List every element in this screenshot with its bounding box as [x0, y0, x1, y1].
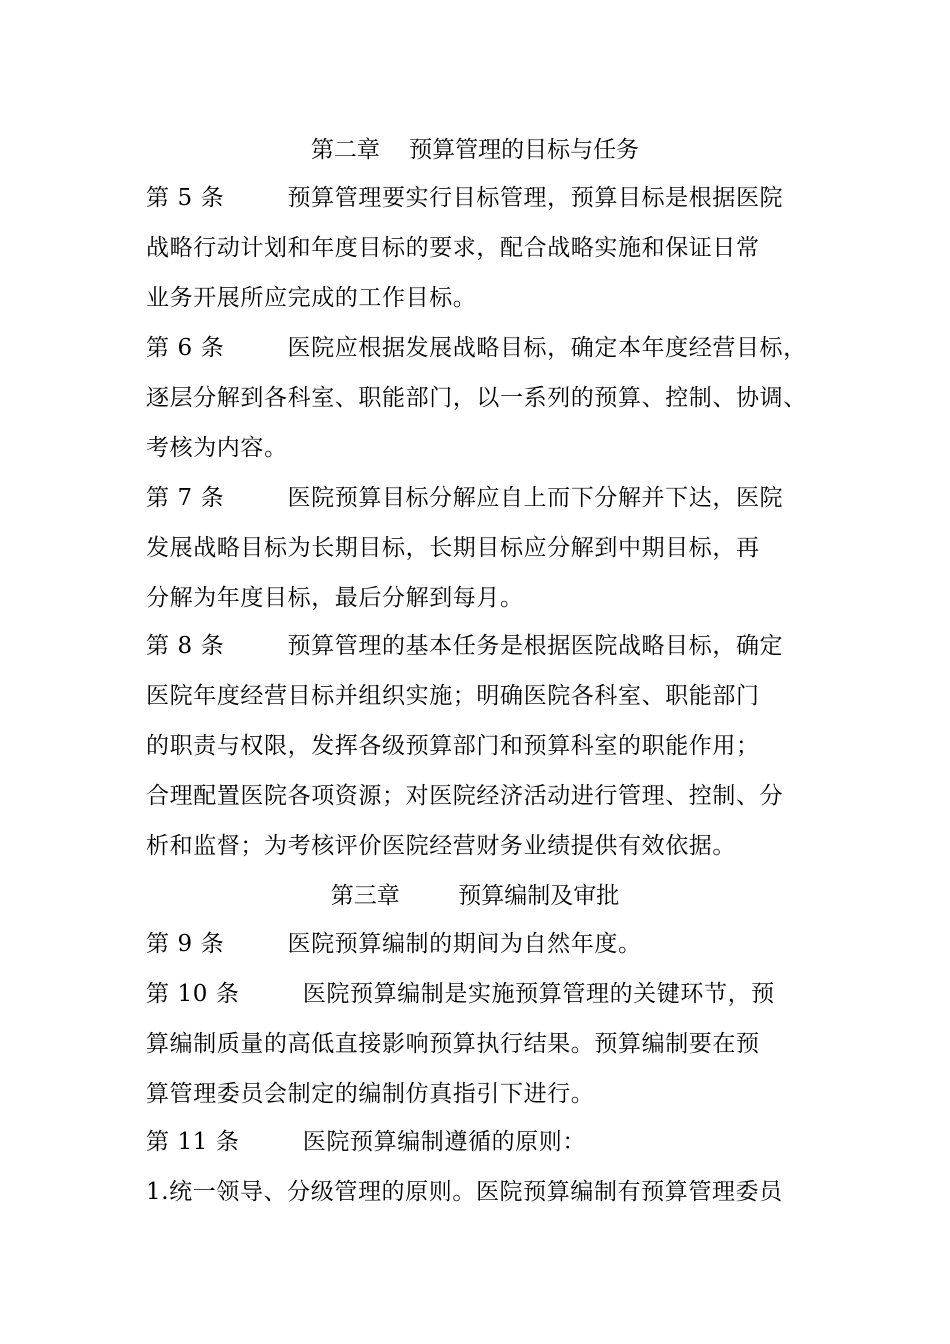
article-10-line-1: 第 10 条 医院预算编制是实施预算管理的关键环节，预 [146, 981, 775, 1007]
article-10-line-3: 算管理委员会制定的编制仿真指引下进行。 [146, 1081, 595, 1107]
chapter-3-heading: 第三章 预算编制及审批 [330, 883, 620, 909]
article-10-line-2: 算编制质量的高低直接影响预算执行结果。预算编制要在预 [146, 1031, 760, 1057]
article-7-line-3: 分解为年度目标，最后分解到每月。 [146, 585, 524, 611]
article-7-line-2: 发展战略目标为长期目标，长期目标应分解到中期目标，再 [146, 535, 760, 561]
article-8-line-3: 的职责与权限，发挥各级预算部门和预算科室的职能作用； [146, 733, 760, 759]
article-8-line-4: 合理配置医院各项资源；对医院经济活动进行管理、控制、分 [146, 783, 784, 809]
principle-1-line-1: 1.统一领导、分级管理的原则。医院预算编制有预算管理委员 [146, 1179, 783, 1205]
article-9-line-1: 第 9 条 医院预算编制的期间为自然年度。 [146, 931, 642, 957]
article-5-line-2: 战略行动计划和年度目标的要求，配合战略实施和保证日常 [146, 235, 760, 261]
article-8-line-1: 第 8 条 预算管理的基本任务是根据医院战略目标，确定 [146, 633, 784, 659]
chapter-2-heading: 第二章 预算管理的目标与任务 [310, 137, 640, 163]
article-8-line-2: 医院年度经营目标并组织实施；明确医院各科室、职能部门 [146, 683, 760, 709]
article-6-line-1: 第 6 条 医院应根据发展战略目标，确定本年度经营目标， [146, 335, 807, 361]
article-8-line-5: 析和监督；为考核评价医院经营财务业绩提供有效依据。 [146, 833, 736, 859]
article-11-line-1: 第 11 条 医院预算编制遵循的原则： [146, 1129, 586, 1155]
article-6-line-2: 逐层分解到各科室、职能部门，以一系列的预算、控制、协调、 [146, 385, 807, 411]
article-5-line-3: 业务开展所应完成的工作目标。 [146, 285, 477, 311]
article-7-line-1: 第 7 条 医院预算目标分解应自上而下分解并下达，医院 [146, 485, 784, 511]
article-6-line-3: 考核为内容。 [146, 435, 288, 461]
article-5-line-1: 第 5 条 预算管理要实行目标管理，预算目标是根据医院 [146, 185, 784, 211]
